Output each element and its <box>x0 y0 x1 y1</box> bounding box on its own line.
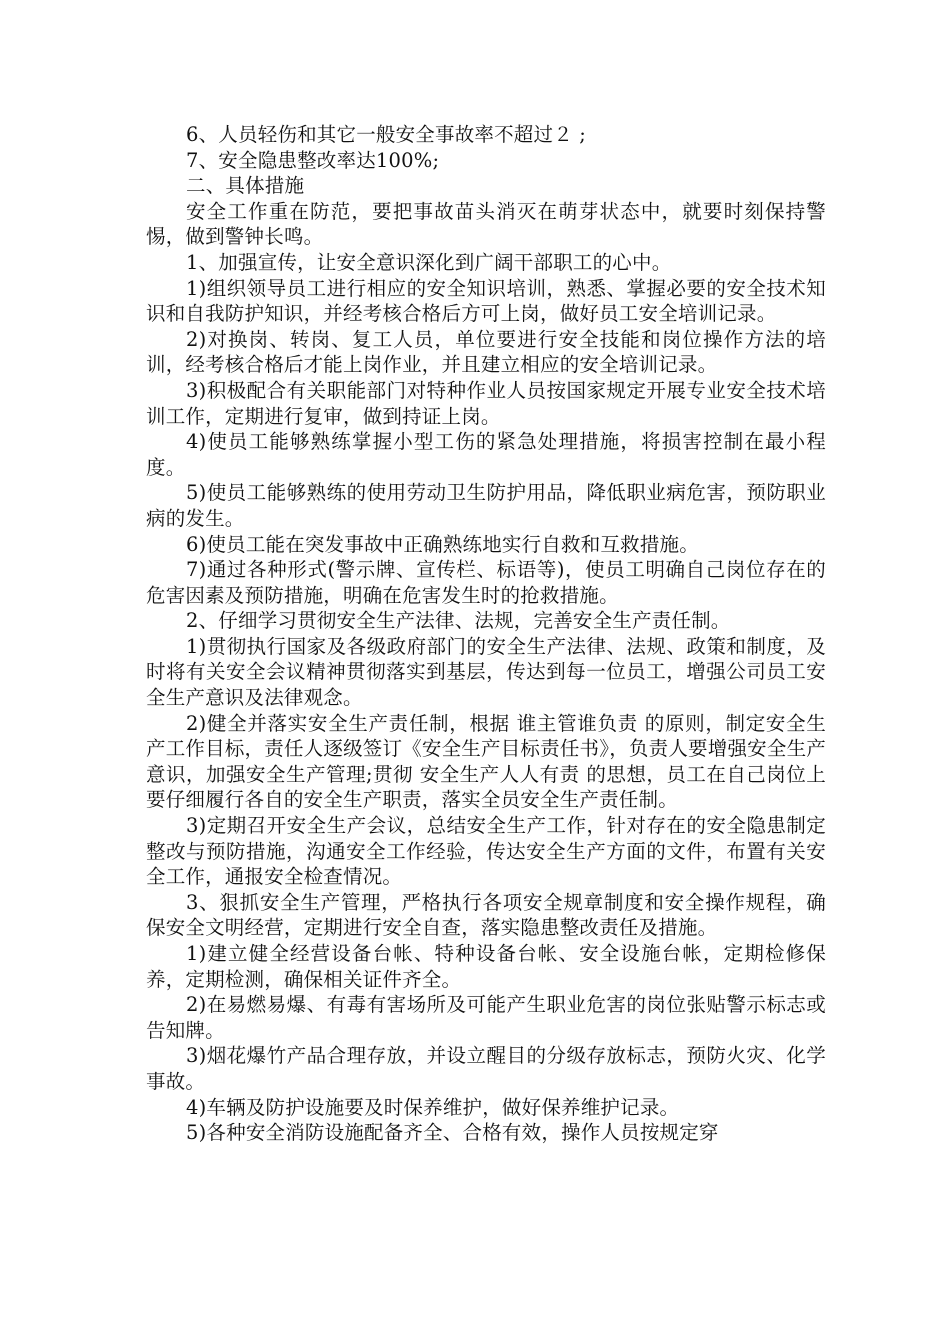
paragraph: 3)烟花爆竹产品合理存放，并设立醒目的分级存放标志，预防火灾、化学事故。 <box>146 1044 826 1093</box>
paragraph: 3)定期召开安全生产会议，总结安全生产工作，针对存在的安全隐患制定整改与预防措施，沟通安全工作经验，传达安全生产方面的文件，布置有关安全工作，通报安全检查情况。 <box>146 814 826 889</box>
subsection-heading: 2、仔细学习贯彻安全生产法律、法规，完善安全生产责任制。 <box>186 609 731 633</box>
paragraph: 4)车辆及防护设施要及时保养维护，做好保养维护记录。 <box>186 1095 680 1119</box>
paragraph: 4)使员工能够熟练掌握小型工伤的紧急处理措施，将损害控制在最小程度。 <box>146 430 826 479</box>
subsection-heading: 3、狠抓安全生产管理，严格执行各项安全规章制度和安全操作规程，确保安全文明经营，定期进行安全自查，落实隐患整改责任及措施。 <box>146 890 826 940</box>
paragraph: 1)组织领导员工进行相应的安全知识培训，熟悉、掌握必要的安全技术知识和自我防护知识，并经考核合格后方可上岗，做好员工安全培训记录。 <box>146 276 826 326</box>
paragraph: 安全工作重在防范，要把事故苗头消灭在萌芽状态中，就要时刻保持警惕，做到警钟长鸣。 <box>146 199 826 249</box>
paragraph: 6)使员工能在突发事故中正确熟练地实行自救和互救措施。 <box>186 532 699 556</box>
paragraph: 2)在易燃易爆、有毒有害场所及可能产生职业危害的岗位张贴警示标志或告知牌。 <box>146 993 826 1042</box>
paragraph: 7)通过各种形式(警示牌、宣传栏、标语等)，使员工明确自己岗位存在的危害因素及预防措施，明确在危害发生时的抢救措施。 <box>146 558 826 607</box>
section-heading: 二、具体措施 <box>186 174 305 198</box>
document-body <box>146 122 826 1146</box>
subsection-heading: 1、加强宣传，让安全意识深化到广阔干部职工的心中。 <box>186 250 672 274</box>
paragraph: 2)对换岗、转岗、复工人员，单位要进行安全技能和岗位操作方法的培训，经考核合格后才能上岗作业，并且建立相应的安全培训记录。 <box>146 327 826 377</box>
paragraph: 1)贯彻执行国家及各级政府部门的安全生产法律、法规、政策和制度，及时将有关安全会议精神贯彻落实到基层，传达到每一位员工，增强公司员工安全生产意识及法律观念。 <box>146 634 826 710</box>
paragraph: 7、安全隐患整改率达100%; <box>186 148 440 172</box>
paragraph: 2)健全并落实安全生产责任制，根据 谁主管谁负责 的原则，制定安全生产工作目标，责任人逐级签订《安全生产目标责任书》，负责人要增强安全生产意识，加强安全生产管理;贯彻 安全生产人人有责 的思想，员工在自己岗位上要仔细履行各自的安全生产职责，落实全员安全生产责任制。 <box>146 711 826 812</box>
paragraph: 5)使员工能够熟练的使用劳动卫生防护用品，降低职业病危害，预防职业病的发生。 <box>146 481 826 530</box>
paragraph: 3)积极配合有关职能部门对特种作业人员按国家规定开展专业安全技术培训工作，定期进行复审，做到持证上岗。 <box>146 378 826 428</box>
paragraph: 6、人员轻伤和其它一般安全事故率不超过２ ; <box>186 123 587 146</box>
paragraph: 1)建立健全经营设备台帐、特种设备台帐、安全设施台帐，定期检修保养，定期检测，确保相关证件齐全。 <box>146 942 826 991</box>
paragraph: 5)各种安全消防设施配备齐全、合格有效，操作人员按规定穿 <box>186 1121 719 1145</box>
